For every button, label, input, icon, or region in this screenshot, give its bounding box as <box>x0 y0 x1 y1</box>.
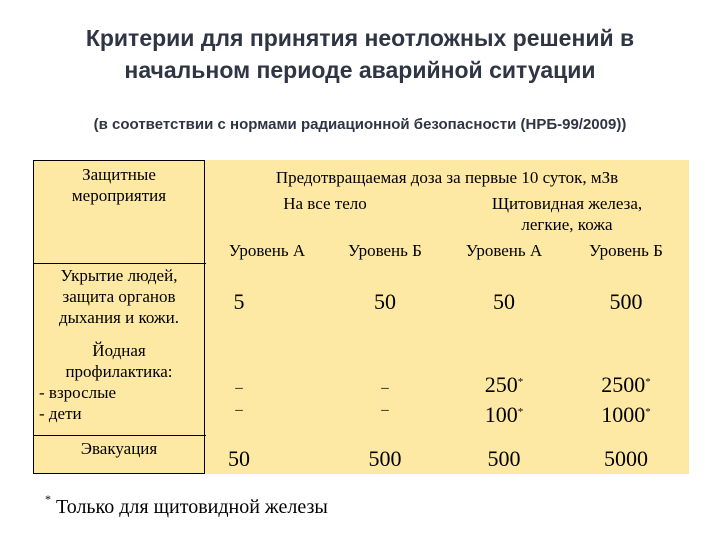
footnote-mark: * <box>645 406 651 418</box>
level-header: Уровень А <box>465 241 543 260</box>
value-cell-marked <box>565 404 687 425</box>
title-line-1: Критерии для принятия неотложных решений в <box>85 25 635 51</box>
page-subtitle: (в соответствии с нормами радиационной безопасности (НРБ-99/2009)) <box>93 116 627 133</box>
title-line-2: начальном периоде аварийной ситуации <box>124 57 596 83</box>
whole-body-header: На все тело <box>283 194 367 213</box>
row-label-evacuation <box>33 438 205 459</box>
dose-header: Предотвращаемая доза за первые 10 суток, мЗв <box>275 168 619 187</box>
row-label-line: Укрытие людей, <box>60 266 178 285</box>
organs-header-line: легкие, кожа <box>521 215 613 234</box>
value-cell: – <box>381 380 389 396</box>
row-label-line: Эвакуация <box>80 439 158 458</box>
row-label-iodine <box>33 340 205 424</box>
value-cell: – <box>381 402 389 418</box>
value-text: 250 <box>484 372 518 397</box>
level-header: Уровень Б <box>589 241 663 260</box>
value-cell: 50 <box>228 446 250 471</box>
row-label-line: профилактика: <box>65 362 173 381</box>
organs-header <box>445 193 689 235</box>
value-cell: 5 <box>233 289 245 314</box>
row-label-line: Йодная <box>92 341 146 360</box>
row-label-line: - взрослые <box>39 383 117 402</box>
value-cell-marked <box>445 374 563 395</box>
criteria-table <box>33 160 689 474</box>
organs-header-line: Щитовидная железа, <box>491 194 643 213</box>
footnote-mark: * <box>517 406 524 418</box>
footnote-mark: * <box>45 492 51 506</box>
value-cell: 50 <box>374 289 396 314</box>
measures-header-line: мероприятия <box>71 186 167 205</box>
measures-header-line: Защитные <box>82 165 156 184</box>
value-cell: 50 <box>493 289 515 314</box>
value-cell: 500 <box>487 446 521 471</box>
row-label-shelter <box>33 265 205 328</box>
value-text: 1000 <box>601 402 646 427</box>
page-title <box>0 22 720 86</box>
measures-divider <box>34 435 206 436</box>
value-cell: – <box>235 402 243 418</box>
row-label-line: - дети <box>39 404 82 423</box>
row-label-line: защита органов <box>62 287 176 306</box>
footnote-text: Только для щитовидной железы <box>51 496 328 518</box>
footnote <box>45 492 328 519</box>
value-text: 2500 <box>601 372 646 397</box>
measures-header <box>33 164 205 206</box>
value-text: 100 <box>484 402 518 427</box>
value-cell: 5000 <box>604 446 648 471</box>
value-cell-marked <box>445 404 563 425</box>
value-cell: 500 <box>609 289 643 314</box>
level-header: Уровень Б <box>348 241 422 260</box>
value-cell-marked <box>565 374 687 395</box>
level-header: Уровень А <box>228 241 306 260</box>
footnote-mark: * <box>645 376 651 388</box>
footnote-mark: * <box>517 376 524 388</box>
measures-divider <box>34 263 206 264</box>
value-cell: 500 <box>368 446 402 471</box>
value-cell: – <box>235 380 243 396</box>
row-label-line: дыхания и кожи. <box>58 308 180 327</box>
